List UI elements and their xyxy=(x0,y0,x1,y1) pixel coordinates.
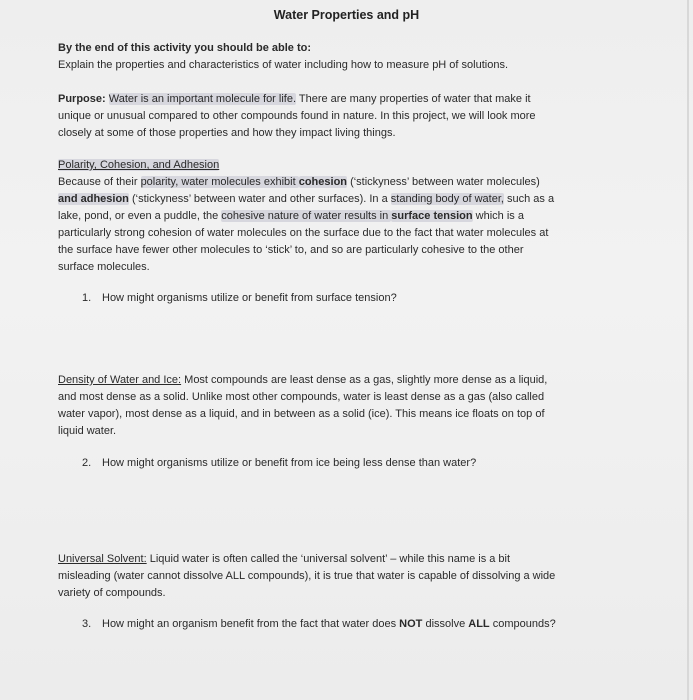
question-2 xyxy=(82,455,476,472)
polarity-line3-b: cohesive nature of water results in xyxy=(221,210,392,222)
density-section xyxy=(58,372,638,440)
question-3-text-a: How might an organism benefit from the fact that water does xyxy=(102,618,400,630)
question-3-number: 3. xyxy=(82,618,92,630)
purpose-section xyxy=(58,91,638,142)
objective-heading: By the end of this activity you should be able to: xyxy=(58,42,312,54)
polarity-line1-c: cohesion xyxy=(298,176,348,188)
question-1-number: 1. xyxy=(82,292,92,304)
question-3-text-c: compounds? xyxy=(489,618,556,630)
polarity-line2-a: and adhesion xyxy=(58,193,129,205)
question-2-text: How might organisms utilize or benefit from ice being less dense than water? xyxy=(102,457,477,469)
density-line3: water vapor), most dense as a liquid, and in between as a solid (ice). This means ice floats on top of xyxy=(58,408,545,420)
purpose-line2: unique or unusual compared to other compounds found in nature. In this project, we will look more xyxy=(58,110,536,122)
question-2-number: 2. xyxy=(82,457,92,469)
polarity-line2-b: (‘stickyness’ between water and other surfaces). In a xyxy=(128,193,391,205)
question-3 xyxy=(82,616,556,633)
solvent-line3: variety of compounds. xyxy=(58,587,166,599)
solvent-line2: misleading (water cannot dissolve ALL compounds), it is true that water is capable of dissolving a wide xyxy=(58,570,556,582)
density-line2: and most dense as a solid. Unlike most other compounds, water is least dense as a gas (also called xyxy=(58,391,545,403)
objective-section xyxy=(58,40,638,74)
question-3-not: NOT xyxy=(399,618,423,630)
polarity-line1-a: Because of their xyxy=(58,176,141,188)
purpose-line3: closely at some of those properties and how they impact living things. xyxy=(58,127,396,139)
polarity-line1-d: (‘stickyness’ between water molecules) xyxy=(347,176,540,188)
purpose-label: Purpose: xyxy=(58,93,106,105)
polarity-line2-d: such as a xyxy=(503,193,555,205)
polarity-line2-c: standing body of water, xyxy=(390,193,504,205)
question-3-text-b: dissolve xyxy=(422,618,469,630)
polarity-line6: surface molecules. xyxy=(58,261,150,273)
polarity-line1-b: polarity, water molecules exhibit xyxy=(140,176,299,188)
polarity-line5: the surface have fewer other molecules to ‘stick’ to, and so are particularly cohesive to the other xyxy=(58,244,524,256)
solvent-line1-rest: Liquid water is often called the ‘universal solvent’ – while this name is a bit xyxy=(146,553,511,565)
density-line1-rest: Most compounds are least dense as a gas, slightly more dense as a liquid, xyxy=(181,374,548,386)
polarity-section xyxy=(58,157,638,276)
density-line4: liquid water. xyxy=(58,425,117,437)
polarity-line4: particularly strong cohesion of water molecules on the surface due to the fact that water molecules at xyxy=(58,227,549,239)
polarity-line3-a: lake, pond, or even a puddle, the xyxy=(58,210,222,222)
page-title: Water Properties and pH xyxy=(273,8,420,22)
purpose-line1-rest: There are many properties of water that make it xyxy=(296,93,531,105)
page-edge-line xyxy=(687,0,689,700)
polarity-heading: Polarity, Cohesion, and Adhesion xyxy=(58,159,220,171)
objective-text: Explain the properties and characteristics of water including how to measure pH of solutions. xyxy=(58,59,509,71)
question-1 xyxy=(82,290,397,307)
polarity-line3-d: which is a xyxy=(472,210,524,222)
density-heading: Density of Water and Ice: xyxy=(58,374,182,386)
solvent-heading: Universal Solvent: xyxy=(58,553,147,565)
solvent-section xyxy=(58,551,638,602)
question-1-text: How might organisms utilize or benefit from surface tension? xyxy=(102,292,397,304)
question-3-all: ALL xyxy=(468,618,490,630)
purpose-highlight: Water is an important molecule for life. xyxy=(108,93,297,105)
polarity-line3-c: surface tension xyxy=(391,210,473,222)
